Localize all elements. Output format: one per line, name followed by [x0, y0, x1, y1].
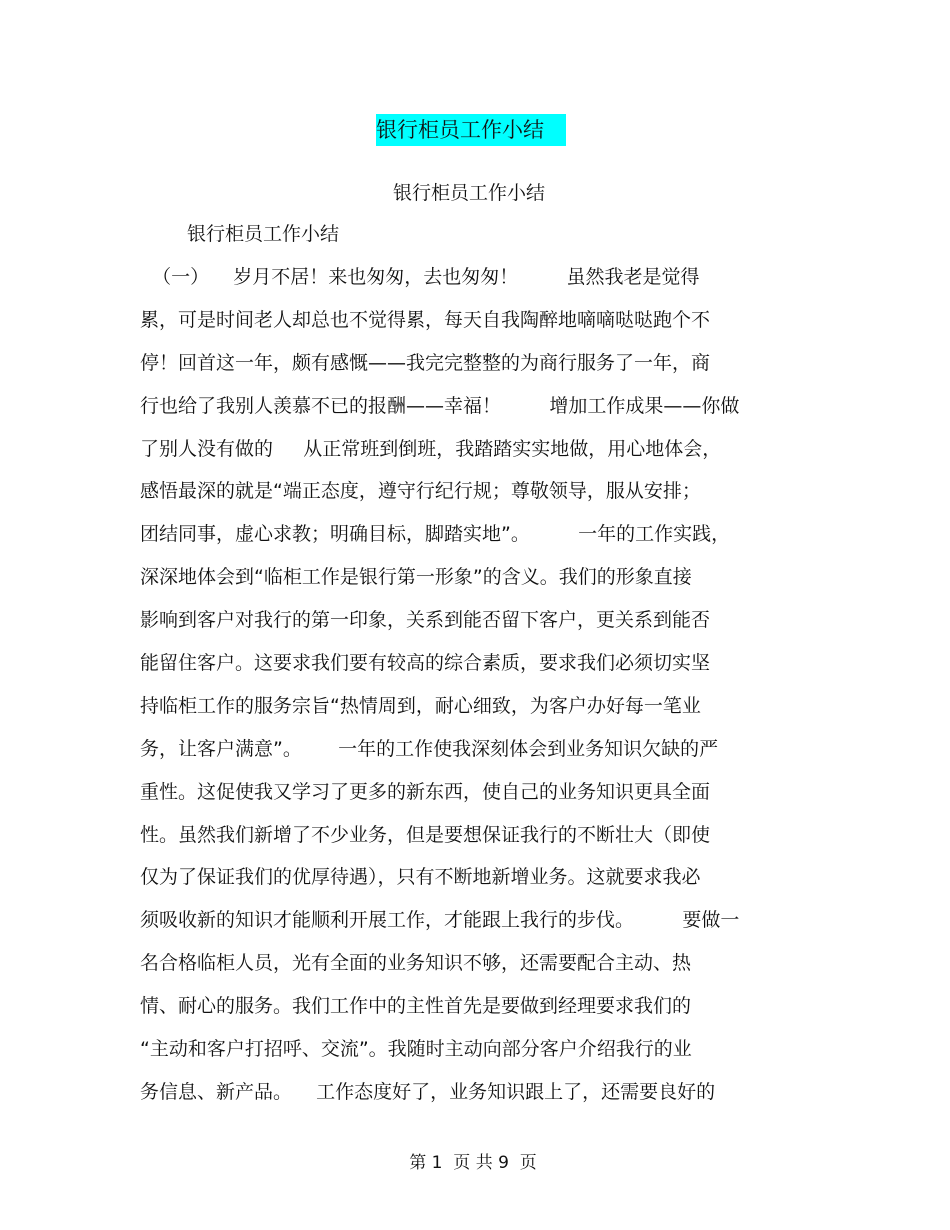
body-line: 持临柜工作的服务宗旨“热情周到，耐心细致，为客户办好每一笔业: [140, 694, 701, 717]
body-line: （一） 岁月不居！来也匆匆，去也匆匆！ 虽然我老是觉得: [140, 266, 700, 288]
document-title: 银行柜员工作小结: [376, 114, 566, 146]
section-heading: 银行柜员工作小结: [187, 223, 340, 245]
body-line: 了别人没有做的 从正常班到倒班，我踏踏实实地做，用心地体会，: [140, 437, 722, 460]
body-line: 感悟最深的就是“端正态度，遵守行纪行规；尊敬领导，服从安排；: [140, 480, 701, 503]
body-line: 重性。这促使我又学习了更多的新东西，使自己的业务知识更具全面: [140, 780, 711, 803]
document-subtitle: 银行柜员工作小结: [392, 182, 545, 204]
body-line: 务，让客户满意”。 一年的工作使我深刻体会到业务知识欠缺的严: [140, 737, 719, 760]
body-line: 影响到客户对我行的第一印象，关系到能否留下客户，更关系到能否: [140, 609, 711, 632]
body-line: 须吸收新的知识才能顺利开展工作，才能跟上我行的步伐。 要做一: [140, 909, 740, 932]
body-line: 情、耐心的服务。我们工作中的主性首先是要做到经理要求我们的: [140, 995, 692, 1018]
body-line: 仅为了保证我们的优厚待遇），只有不断地新增业务。这就要求我必: [140, 866, 701, 889]
body-line: 性。虽然我们新增了不少业务，但是要想保证我行的不断壮大（即使: [140, 823, 711, 846]
body-line: 能留住客户。这要求我们要有较高的综合素质，要求我们必须切实坚: [140, 652, 711, 675]
body-line: 深深地体会到“临柜工作是银行第一形象”的含义。我们的形象直接: [140, 566, 692, 589]
body-line: “主动和客户打招呼、交流”。我随时主动向部分客户介绍我行的业: [140, 1038, 692, 1061]
body-line: 务信息、新产品。 工作态度好了，业务知识跟上了，还需要良好的: [140, 1080, 716, 1103]
body-line: 行也给了我别人羡慕不已的报酬——幸福！ 增加工作成果——你做: [140, 394, 740, 417]
body-line: 团结同事，虚心求教；明确目标，脚踏实地”。 一年的工作实践，: [140, 523, 731, 546]
body-line: 累，可是时间老人却总也不觉得累，每天自我陶醉地嘀嘀哒哒跑个不: [140, 308, 711, 331]
body-line: 停！回首这一年，颇有感慨——我完完整整的为商行服务了一年，商: [140, 351, 711, 374]
body-text: [140, 262, 800, 1120]
page-footer: 第 1 页 共 9 页: [409, 1153, 537, 1173]
body-line: 名合格临柜人员，光有全面的业务知识不够，还需要配合主动、热: [140, 952, 692, 975]
